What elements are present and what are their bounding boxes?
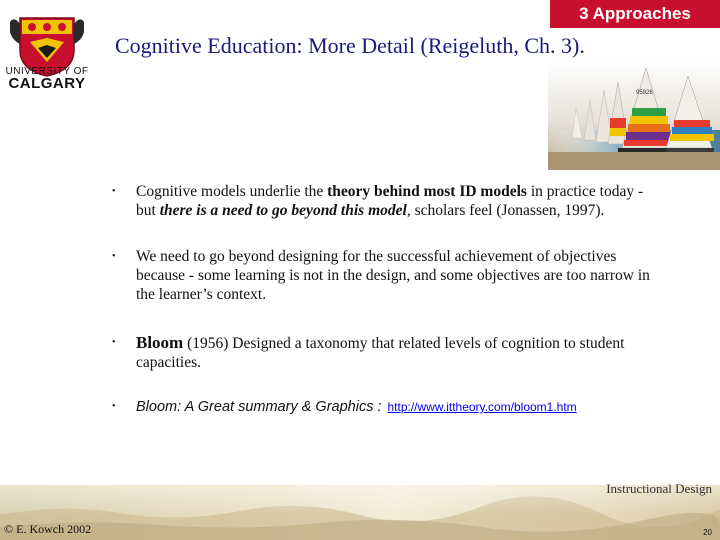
section-tag: 3 Approaches xyxy=(550,0,720,28)
logo-line-1: UNIVERSITY OF xyxy=(5,66,89,77)
bullet-dot-icon: • xyxy=(112,337,116,348)
footer-decoration xyxy=(0,455,720,540)
bullet-bold-text: theory behind most ID models xyxy=(327,183,527,200)
sailboats-photo xyxy=(548,60,720,170)
bullet-item xyxy=(112,182,652,220)
bloom-name: Bloom xyxy=(136,333,184,352)
bullet-text: Cognitive models underlie the xyxy=(136,183,328,200)
copyright-text: © E. Kowch 2002 xyxy=(4,522,92,536)
bloom-summary-link[interactable]: http://www.ittheory.com/bloom1.htm xyxy=(387,400,577,414)
bullet-dot-icon: • xyxy=(112,401,116,412)
bullet-text: in practice today - but xyxy=(136,183,644,219)
bullet-dot-icon: • xyxy=(112,186,116,197)
bullet-item xyxy=(112,247,652,304)
bullet-bold-italic-text: there is a need to go beyond this model xyxy=(159,202,407,219)
bullet-dot-icon: • xyxy=(112,251,116,262)
slide-title: Cognitive Education: More Detail (Reigeluth, Ch. 3). xyxy=(115,33,585,58)
logo-line-2: CALGARY xyxy=(8,75,86,92)
course-name: Instructional Design xyxy=(606,481,712,496)
bullet-text: (1956) Designed a taxonomy that related levels of cognition to student capacities. xyxy=(136,335,625,371)
svg-text:95926: 95926 xyxy=(636,90,653,96)
bullet-item xyxy=(112,333,652,372)
bullet-text: Bloom: A Great summary & Graphics : xyxy=(136,399,382,415)
bullet-list xyxy=(112,182,652,417)
bullet-text: We need to go beyond designing for the successful achievement of objectives because - some learning is not in the design, and some objectives are too narrow in the learner’s context. xyxy=(136,248,650,303)
bullet-item xyxy=(112,397,652,417)
page-number: 20 xyxy=(703,528,712,537)
bullet-text: , scholars feel (Jonassen, 1997). xyxy=(406,202,605,219)
university-logo-text xyxy=(4,66,90,92)
